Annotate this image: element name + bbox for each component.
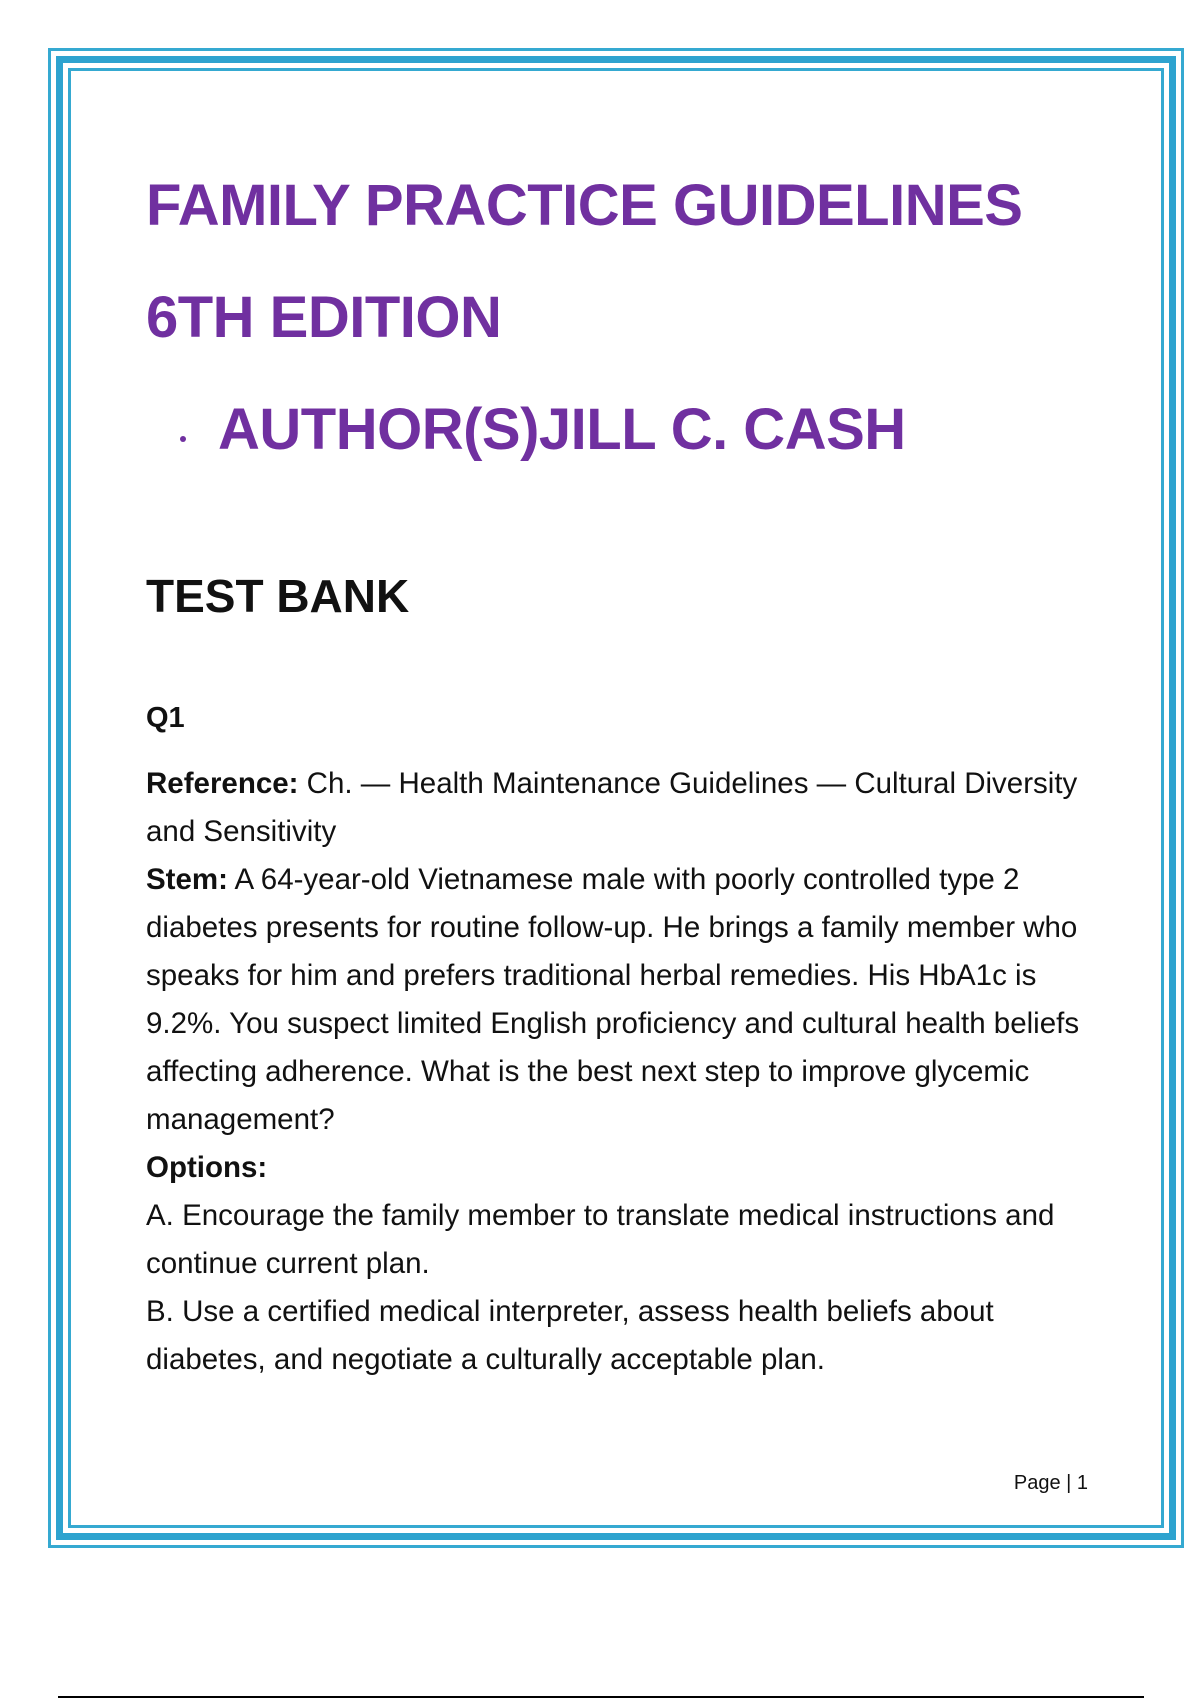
section-heading: TEST BANK (146, 570, 410, 622)
options-label: Options: (146, 1151, 268, 1184)
option-b: B. Use a certified medical interpreter, assess health beliefs about diabetes, and negotiate a culturally acceptable plan. (146, 1295, 994, 1376)
option-a: A. Encourage the family member to translate medical instructions and continue current plan. (146, 1199, 1055, 1280)
bottom-divider (58, 1696, 1144, 1698)
question-body (146, 760, 1086, 1384)
author-text: AUTHOR(S)JILL C. CASH (218, 397, 906, 462)
bullet-dot-icon (180, 436, 186, 442)
title-line-1: FAMILY PRACTICE GUIDELINES (146, 173, 1023, 238)
reference-label: Reference: (146, 767, 299, 800)
author-line (146, 374, 1086, 486)
page-number: Page | 1 (1013, 1472, 1088, 1494)
title-line-2: 6TH EDITION (146, 285, 502, 350)
document-body (146, 150, 1086, 1384)
question-number: Q1 (146, 702, 185, 734)
reference-text: Ch. — Health Maintenance Guidelines — Cultural Diversity and Sensitivity (146, 767, 1078, 848)
stem-text: A 64-year-old Vietnamese male with poorly controlled type 2 diabetes presents for routine follow-up. He brings a family member who speaks for him and prefers traditional herbal remedies. His HbA1c is 9.2%. You suspect limited English proficiency and cultural health beliefs affecting adherence. What is the best next step to improve glycemic management? (146, 863, 1080, 1136)
stem-label: Stem: (146, 863, 228, 896)
